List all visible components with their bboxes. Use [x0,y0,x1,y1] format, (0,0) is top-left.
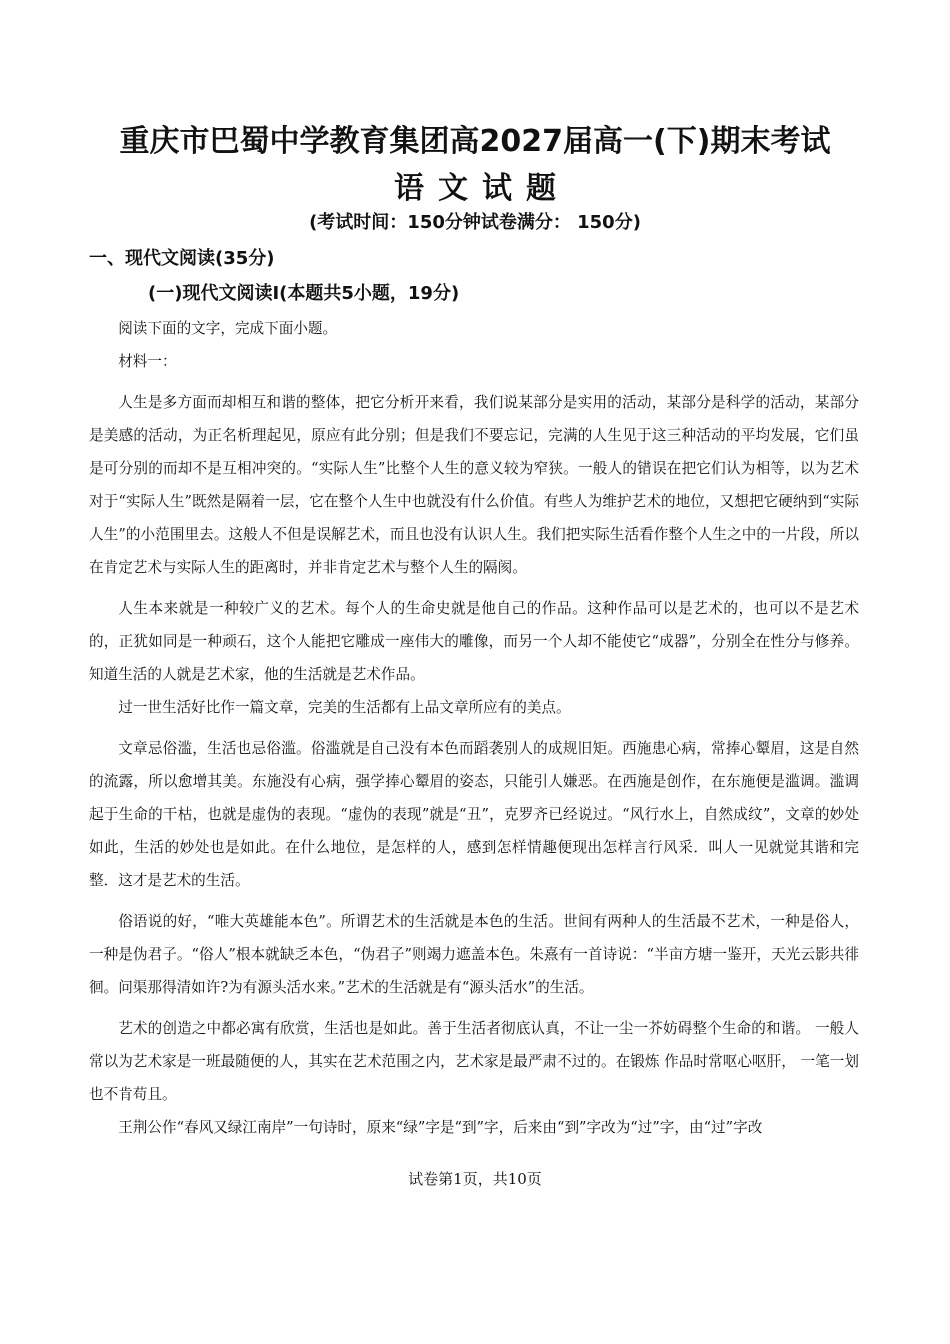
instruction-line: 阅读下面的文字，完成下面小题。 [118,320,338,337]
passage-paragraph: 人生本来就是一种较广义的艺术。每个人的生命史就是他自己的作品。这种作品可以是艺术的，也可以不是艺术的，正犹如同是一种顽石，这个人能把它雕成一座伟大的雕像，而另一个人却不能使它“成器”，分别全在性分与修养。知道生活的人就是艺术家，他的生活就是艺术作品。 [89,600,859,683]
passage-paragraph: 文章忌俗滥，生活也忌俗滥。俗滥就是自己没有本色而蹈袭别人的成规旧矩。西施患心病，常捧心颦眉，这是自然的流露，所以愈增其美。东施没有心病，强学捧心颦眉的姿态，只能引人嫌恶。在西施是创作，在东施便是滥调。滥调起于生命的干枯，也就是虚伪的表现。“虚伪的表现”就是“丑”，克罗齐已经说过。“风行水上，自然成纹”，文章的妙处如此，生活的妙处也是如此。在什么地位，是怎样的人，感到怎样情趣便现出怎样言行风采．叫人一见就觉其谐和完整．这才是艺术的生活。 [89,740,859,889]
exam-title: 重庆市巴蜀中学教育集团高2027届高一(下)期末考试 [119,124,831,159]
passage-paragraph: 王荆公作“春风又绿江南岸”一句诗时，原来“绿”字是“到”字，后来由“到”字改为“过”字，由“过”字改 [118,1119,763,1136]
passage-paragraph: 俗语说的好，“唯大英雄能本色”。所谓艺术的生活就是本色的生活。世间有两种人的生活最不艺术，一种是俗人，一种是伪君子。“俗人”根本就缺乏本色，“伪君子”则竭力遮盖本色。朱熹有一首诗说：“半亩方塘一鉴开，天光云影共徘徊。问渠那得清如许?为有源头活水来。”艺术的生活就是有“源头活水”的生活。 [89,913,859,996]
passage-paragraph: 过一世生活好比作一篇文章，完美的生活都有上品文章所应有的美点。 [118,699,571,716]
exam-info: (考试时间：150分钟试卷满分： 150分) [309,212,641,233]
passage-paragraph: 人生是多方面而却相互和谐的整体，把它分析开来看，我们说某部分是实用的活动，某部分是科学的活动，某部分是美感的活动，为正名析理起见，原应有此分别；但是我们不要忘记，完满的人生见于这三种活动的平均发展，它们虽是可分别的而却不是互相冲突的。“实际人生”比整个人生的意义较为窄狭。一般人的错误在把它们认为相等，以为艺术对于“实际人生”既然是隔着一层，它在整个人生中也就没有什么价值。有些人为维护艺术的地位，又想把它硬纳到“实际人生”的小范围里去。这般人不但是误解艺术，而且也没有认识人生。我们把实际生活看作整个人生之中的一片段，所以在肯定艺术与实际人生的距离时，并非肯定艺术与整个人生的隔阂。 [89,394,859,576]
section-heading: 一、现代文阅读(35分) [89,248,275,269]
reading-passage [89,312,859,1144]
subject-title: 语文试题 [394,171,570,206]
page-footer: 试卷第1页，共10页 [408,1170,542,1188]
material-label: 材料一： [118,353,177,370]
subsection-heading: (一)现代文阅读Ⅰ(本题共5小题，19分) [148,283,460,304]
passage-paragraph: 艺术的创造之中都必寓有欣赏，生活也是如此。善于生活者彻底认真，不让一尘一芥妨碍整个生命的和谐。 一般人常以为艺术家是一班最随便的人，其实在艺术范围之内，艺术家是最严肃不过的。在锻炼 作品时常呕心呕肝， 一笔一划也不肯苟且。 [89,1020,859,1103]
